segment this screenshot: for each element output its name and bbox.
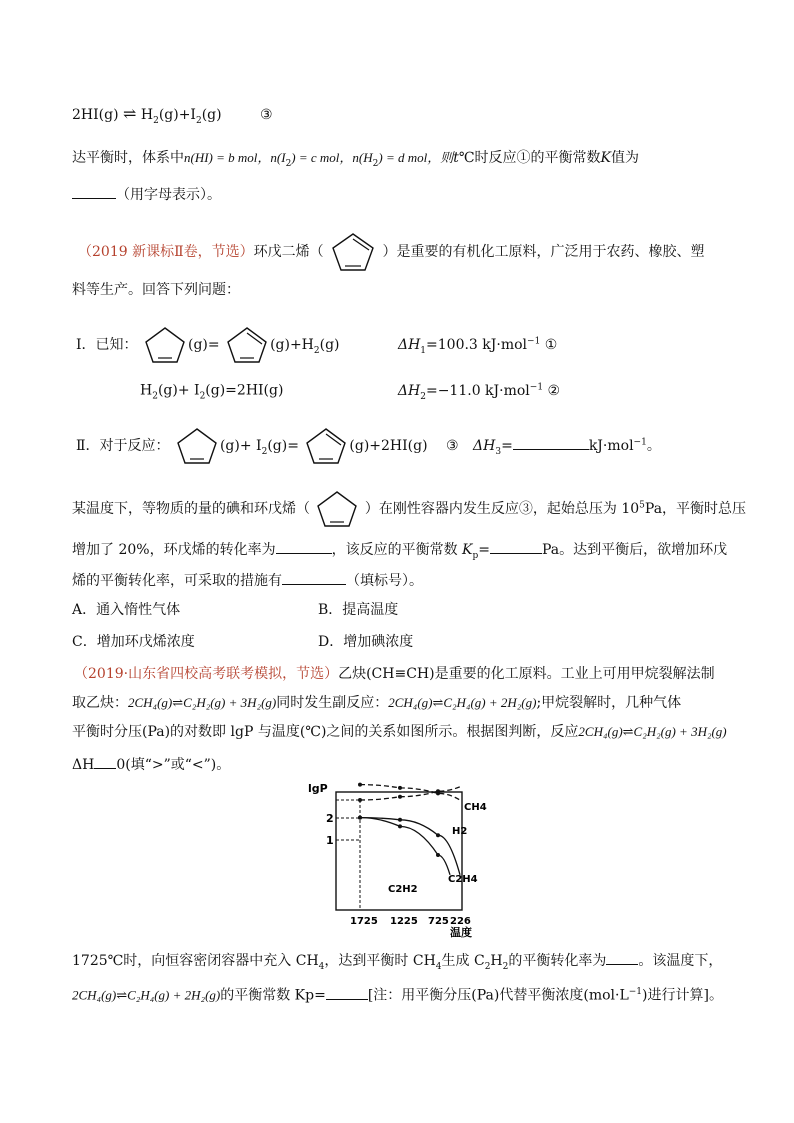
equation-hi: 2HI(g) ⇌ $H_2(g)+I_2(g)$ ③ xyxy=(72,104,273,126)
data-point xyxy=(436,789,440,793)
question-5: 2CH₄(g)⇌C₂H₄(g) + 2H₂(g)的平衡常数 Kp= [注：用平衡分压(Pa)代替平衡浓度$(mol\cdot L^{-1})$进行计算]。 xyxy=(72,982,723,1006)
answer-blank-c2h2-conv[interactable] xyxy=(606,950,638,965)
text-equilibrium: 达平衡时，体系中n(HI) = b mol，$n(I_2) = c$ mol，$n(H_2) = d$ mol，则t℃时反应①的平衡常数K值为 xyxy=(72,150,640,169)
data-point xyxy=(436,833,440,837)
series-label-ch4: CH4 xyxy=(464,802,487,813)
series-line-c2h4 xyxy=(360,818,460,875)
answer-line-k: （用字母表示）。 xyxy=(72,184,221,205)
question-3-line4: ΔH 0(填“>”或“<”)。 xyxy=(72,754,230,775)
x-tick-label: 1225 xyxy=(390,916,418,927)
cyclopentadiene-icon xyxy=(224,325,270,365)
y-tick-label: 2 xyxy=(326,812,334,825)
answer-blank-kp2[interactable] xyxy=(326,985,368,1000)
text-p3: 某温度下，等物质的量的碘和环戊烯（ ）在刚性容器内发生反应③，起始总压为 $10^5Pa$，平衡时总压 xyxy=(72,489,746,529)
known-reaction-2: $H_2(g)+ I_2(g)=2HI(g)$ $\Delta H_2=-11.0$ kJ·mol$^{-1}$ ② xyxy=(140,382,561,402)
question-2: （2019 新课标Ⅱ卷，节选）环戊二烯（ ）是重要的有机化工原料，广泛用于农药、橡胶、塑 xyxy=(78,230,705,274)
text-p5: 烯的平衡转化率，可采取的措施有 （填标号）。 xyxy=(72,570,423,591)
cyclopentene-icon xyxy=(174,426,220,466)
data-point xyxy=(358,798,362,802)
x-tick-label: 226 xyxy=(450,916,471,927)
series-label-c2h4: C2H4 xyxy=(448,874,478,885)
x-tick-label: 1725 xyxy=(350,916,378,927)
cyclopentadiene-icon xyxy=(328,230,378,274)
text-p4: 增加了 20%，环戊烯的转化率为 ，该反应的平衡常数 $K_p= Pa$。达到平衡后，欲增加环戊 xyxy=(72,539,727,566)
cyclopentene-icon xyxy=(142,325,188,365)
data-point xyxy=(398,786,402,790)
cyclopentene-icon xyxy=(314,489,360,529)
x-axis-label: 温度 xyxy=(450,926,472,939)
reaction-3: Ⅱ．对于反应： $(g)+ I_2(g)= (g)+2HI(g)$ ③ $\Delta H_3= kJ\cdot mol^{-1}$。 xyxy=(76,426,661,466)
y-axis-label: lgP xyxy=(308,782,328,795)
cyclopentadiene-icon xyxy=(303,426,349,466)
lgp-temperature-chart xyxy=(300,778,510,943)
answer-blank-k[interactable] xyxy=(72,184,116,199)
answer-blank-conversion[interactable] xyxy=(276,539,332,554)
equilibrium-arrow: ⇌ xyxy=(123,104,137,123)
option-d[interactable]: D．增加碘浓度 xyxy=(318,634,414,650)
data-point xyxy=(436,853,440,857)
data-point xyxy=(358,816,362,820)
answer-blank-dh-sign[interactable] xyxy=(94,754,116,769)
data-point xyxy=(398,818,402,822)
question-3: （2019·山东省四校高考联考模拟，节选）乙炔(CH≡CH)是重要的化工原料。工业上可用甲烷裂解法制 xyxy=(74,666,715,682)
question-4: 1725℃时，向恒容密闭容器中充入 $CH_4$，达到平衡时 $CH_4$生成 $C_2H_2$的平衡转化率为 。该温度下， xyxy=(72,950,722,977)
x-tick-label: 725 xyxy=(428,916,449,927)
series-line-c2h2 xyxy=(360,818,450,875)
data-point xyxy=(358,783,362,787)
answer-blank-dh3[interactable] xyxy=(513,435,589,450)
data-point xyxy=(398,795,402,799)
data-point xyxy=(398,824,402,828)
option-a[interactable]: A．通入惰性气体 xyxy=(72,602,181,618)
y-tick-label: 1 xyxy=(326,834,334,847)
known-reaction-1: Ⅰ．已知： $(g)= (g)+H_2(g)$ $\Delta H_1=100.3$ kJ·mol$^{-1}$ ① xyxy=(76,325,557,365)
question-3-line2: 取乙炔：2CH₄(g)⇌C₂H₂(g) + 3H₂(g)同时发生副反应：2CH₄(g)⇌C₂H₄(g) + 2H₂(g);甲烷裂解时，几种气体 xyxy=(72,695,682,711)
option-b[interactable]: B．提高温度 xyxy=(318,602,399,618)
option-c[interactable]: C．增加环戊烯浓度 xyxy=(72,634,195,650)
question-2-cont: 料等生产。回答下列问题： xyxy=(72,282,240,298)
series-label-h2: H2 xyxy=(452,826,468,837)
answer-blank-kp[interactable] xyxy=(490,539,542,554)
question-3-line3: 平衡时分压(Pa)的对数即 lgP 与温度(℃)之间的关系如图所示。根据图判断，反应2CH₄(g)⇌C₂H₂(g) + 3H₂(g) xyxy=(72,724,727,740)
answer-blank-measures[interactable] xyxy=(282,570,346,585)
series-label-c2h2: C2H2 xyxy=(388,884,418,895)
